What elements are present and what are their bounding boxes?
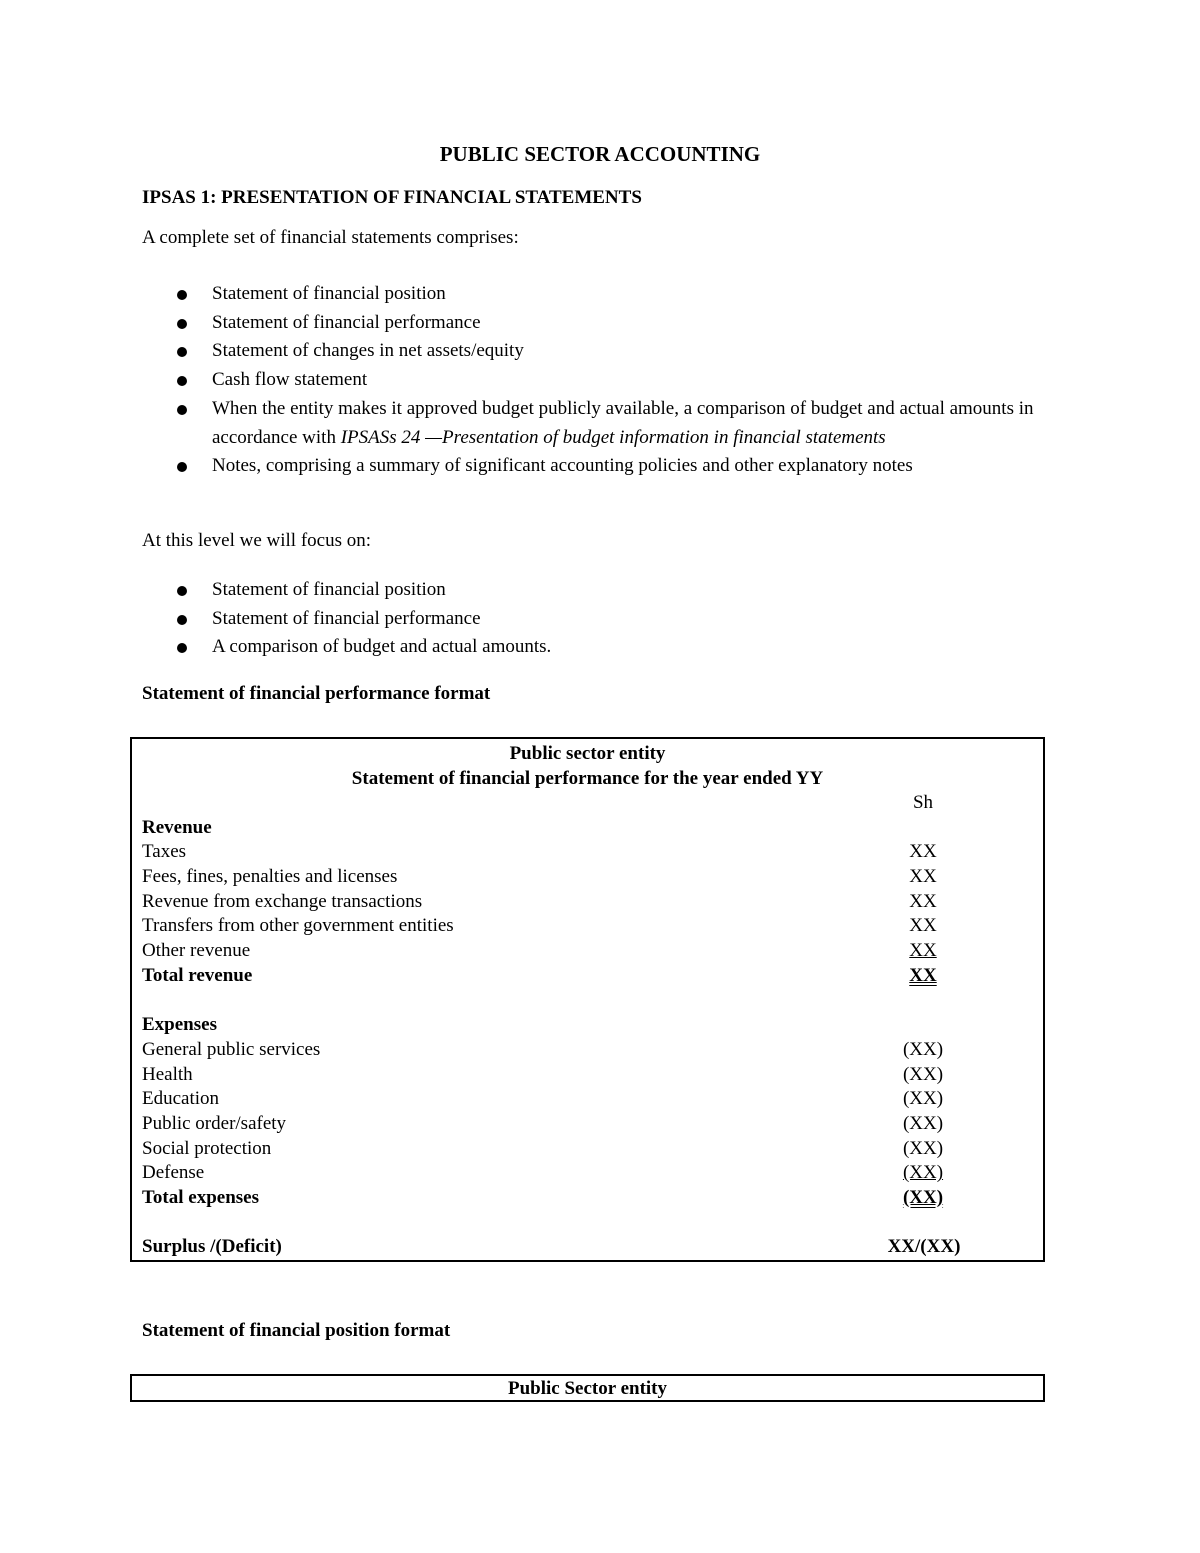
table-row: Social protection (XX) bbox=[142, 1137, 944, 1159]
document-title: PUBLIC SECTOR ACCOUNTING bbox=[439, 142, 761, 166]
table-row: Transfers from other government entities XX bbox=[142, 915, 937, 937]
performance-format-heading: Statement of financial performance format bbox=[142, 683, 491, 704]
statement-entity: Public sector entity bbox=[509, 743, 666, 764]
surplus-row: Surplus /(Deficit) XX/(XX) bbox=[142, 1236, 961, 1258]
components-list bbox=[142, 280, 1052, 481]
list-item: Statement of financial position bbox=[142, 576, 1052, 605]
revenue-heading-row bbox=[132, 816, 1043, 841]
statement-subtitle: Statement of financial performance for the year ended YY bbox=[351, 767, 824, 789]
bullet-icon bbox=[177, 643, 187, 653]
table-row: Fees, fines, penalties and licenses XX bbox=[142, 866, 937, 888]
financial-position-statement bbox=[130, 1374, 1045, 1402]
list-item: Notes, comprising a summary of significant accounting policies and other explanatory notes bbox=[142, 452, 1052, 481]
spacer-row bbox=[132, 1211, 1043, 1236]
expenses-heading: Expenses bbox=[142, 1014, 217, 1036]
list-item: A comparison of budget and actual amounts. bbox=[142, 633, 1052, 662]
bullet-icon bbox=[177, 347, 187, 357]
table-row: Health (XX) bbox=[142, 1063, 944, 1085]
total-revenue-row: Total revenue XX bbox=[142, 964, 937, 986]
list-item: Statement of financial performance bbox=[142, 605, 1052, 634]
bullet-icon bbox=[177, 586, 187, 596]
expenses-heading-row bbox=[132, 1013, 1043, 1038]
focus-intro: At this level we will focus on: bbox=[142, 530, 372, 551]
list-item: Cash flow statement bbox=[142, 366, 1052, 395]
bullet-icon bbox=[177, 615, 187, 625]
list-item: Statement of financial performance bbox=[142, 309, 1052, 338]
list-item: Statement of changes in net assets/equity bbox=[142, 337, 1052, 366]
financial-performance-statement bbox=[130, 737, 1045, 1262]
section-heading: IPSAS 1: PRESENTATION OF FINANCIAL STATEMENTS bbox=[142, 187, 642, 208]
total-expenses-row: Total expenses (XX) bbox=[142, 1187, 944, 1208]
revenue-heading: Revenue bbox=[142, 816, 212, 838]
table-row: Public order/safety (XX) bbox=[142, 1112, 944, 1134]
bullet-icon bbox=[177, 290, 187, 300]
table-row: Taxes XX bbox=[142, 841, 937, 863]
spacer-row bbox=[132, 989, 1043, 1014]
focus-list bbox=[142, 576, 1052, 662]
table-row: General public services (XX) bbox=[142, 1038, 944, 1060]
bullet-icon bbox=[177, 376, 187, 386]
currency-label: Sh bbox=[912, 792, 934, 813]
table-row: Education (XX) bbox=[142, 1088, 944, 1110]
table-row: Defense (XX) bbox=[142, 1162, 944, 1184]
position-format-heading: Statement of financial position format bbox=[142, 1320, 451, 1341]
ipsas-24-reference: IPSASs 24 —Presentation of budget information in financial statements bbox=[340, 426, 886, 448]
table-row: Other revenue XX bbox=[142, 940, 937, 962]
currency-row bbox=[132, 791, 1043, 816]
list-item-budget: When the entity makes it approved budget publicly available, a comparison of budget and actual amounts in accordance with IPSASs 24 —Presentation of budget information in financial statements bbox=[142, 395, 1052, 452]
intro-paragraph: A complete set of financial statements comprises: bbox=[142, 227, 519, 248]
list-item: Statement of financial position bbox=[142, 280, 1052, 309]
bullet-icon bbox=[177, 319, 187, 329]
table-row: Revenue from exchange transactions XX bbox=[142, 890, 937, 912]
bullet-icon bbox=[177, 405, 187, 415]
statement-entity: Public Sector entity bbox=[507, 1378, 667, 1399]
bullet-icon bbox=[177, 462, 187, 472]
